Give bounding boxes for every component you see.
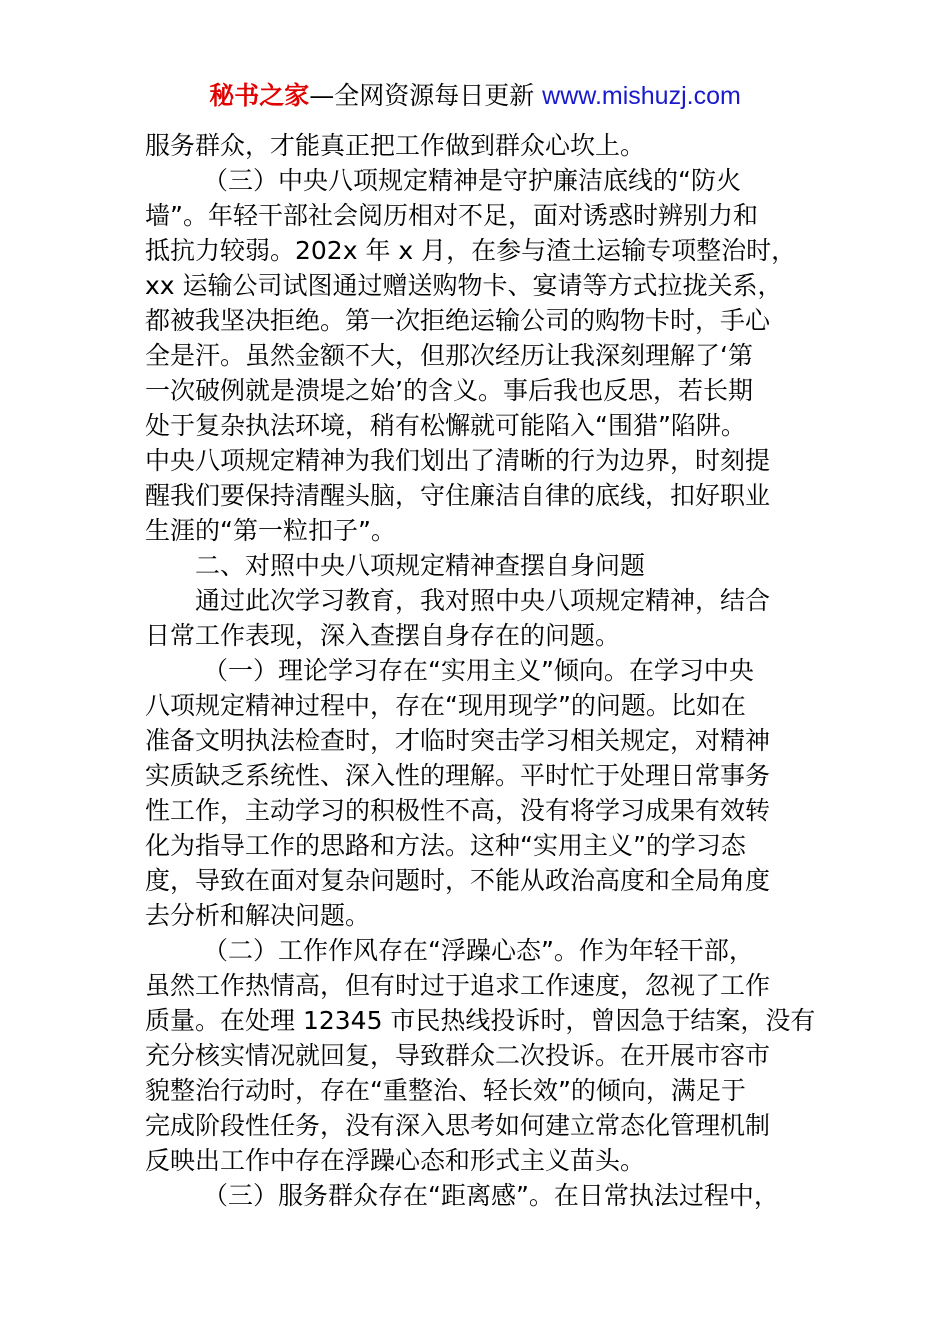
site-header — [0, 78, 950, 114]
text-line: 度，导致在面对复杂问题时，不能从政治高度和全局角度 — [145, 866, 771, 895]
text-line: 全是汗。虽然金额不大，但那次经历让我深刻理解了‘第 — [145, 341, 753, 370]
text-line: 准备文明执法检查时，才临时突击学习相关规定，对精神 — [145, 726, 771, 755]
text-line: 完成阶段性任务，没有深入思考如何建立常态化管理机制 — [145, 1111, 771, 1140]
text-line: 生涯的“第一粒扣子”。 — [145, 516, 396, 545]
text-line: 充分核实情况就回复，导致群众二次投诉。在开展市容市 — [145, 1041, 771, 1070]
text-line: 醒我们要保持清醒头脑，守住廉洁自律的底线，扣好职业 — [145, 481, 771, 510]
text-line: 虽然工作热情高，但有时过于追求工作速度，忽视了工作 — [145, 971, 771, 1000]
brand-name: 秘书之家 — [209, 81, 310, 110]
text-line: xx 运输公司试图通过赠送购物卡、宴请等方式拉拢关系， — [145, 271, 783, 300]
text-line: 去分析和解决问题。 — [145, 901, 371, 930]
text-line: （一）理论学习存在“实用主义”倾向。在学习中央 — [203, 656, 754, 685]
text-line: 实质缺乏系统性、深入性的理解。平时忙于处理日常事务 — [145, 761, 771, 790]
text-line: 通过此次学习教育，我对照中央八项规定精神，结合 — [195, 586, 771, 615]
header-tagline: —全网资源每日更新 — [309, 81, 543, 110]
text-line: 处于复杂执法环境，稍有松懈就可能陷入“围猎”陷阱。 — [145, 411, 746, 440]
text-line: 抵抗力较弱。202x 年 x 月，在参与渣土运输专项整治时， — [145, 236, 797, 265]
text-line: 墙”。年轻干部社会阅历相对不足，面对诱惑时辨别力和 — [145, 201, 758, 230]
text-line: 化为指导工作的思路和方法。这种“实用主义”的学习态 — [145, 831, 746, 860]
text-line: （三）中央八项规定精神是守护廉洁底线的“防火 — [203, 166, 741, 195]
text-line: （三）服务群众存在“距离感”。在日常执法过程中， — [203, 1181, 779, 1210]
text-line: （二）工作作风存在“浮躁心态”。作为年轻干部， — [203, 936, 754, 965]
text-line: 中央八项规定精神为我们划出了清晰的行为边界，时刻提 — [145, 446, 771, 475]
text-line: 性工作，主动学习的积极性不高，没有将学习成果有效转 — [145, 796, 771, 825]
text-line: 日常工作表现，深入查摆自身存在的问题。 — [145, 621, 621, 650]
text-line: 八项规定精神过程中，存在“现用现学”的问题。比如在 — [145, 691, 746, 720]
document-body — [145, 128, 830, 1213]
text-line: 二、对照中央八项规定精神查摆自身问题 — [195, 551, 646, 580]
text-line: 质量。在处理 12345 市民热线投诉时，曾因急于结案，没有 — [145, 1006, 816, 1035]
text-line: 貌整治行动时，存在“重整治、轻长效”的倾向，满足于 — [145, 1076, 746, 1105]
text-line: 一次破例就是溃堤之始’的含义。事后我也反思，若长期 — [145, 376, 753, 405]
text-line: 服务群众，才能真正把工作做到群众心坎上。 — [145, 131, 646, 160]
text-line: 都被我坚决拒绝。第一次拒绝运输公司的购物卡时，手心 — [145, 306, 771, 335]
site-url-link[interactable]: www.mishuzj.com — [542, 82, 741, 110]
text-line: 反映出工作中存在浮躁心态和形式主义苗头。 — [145, 1146, 646, 1175]
